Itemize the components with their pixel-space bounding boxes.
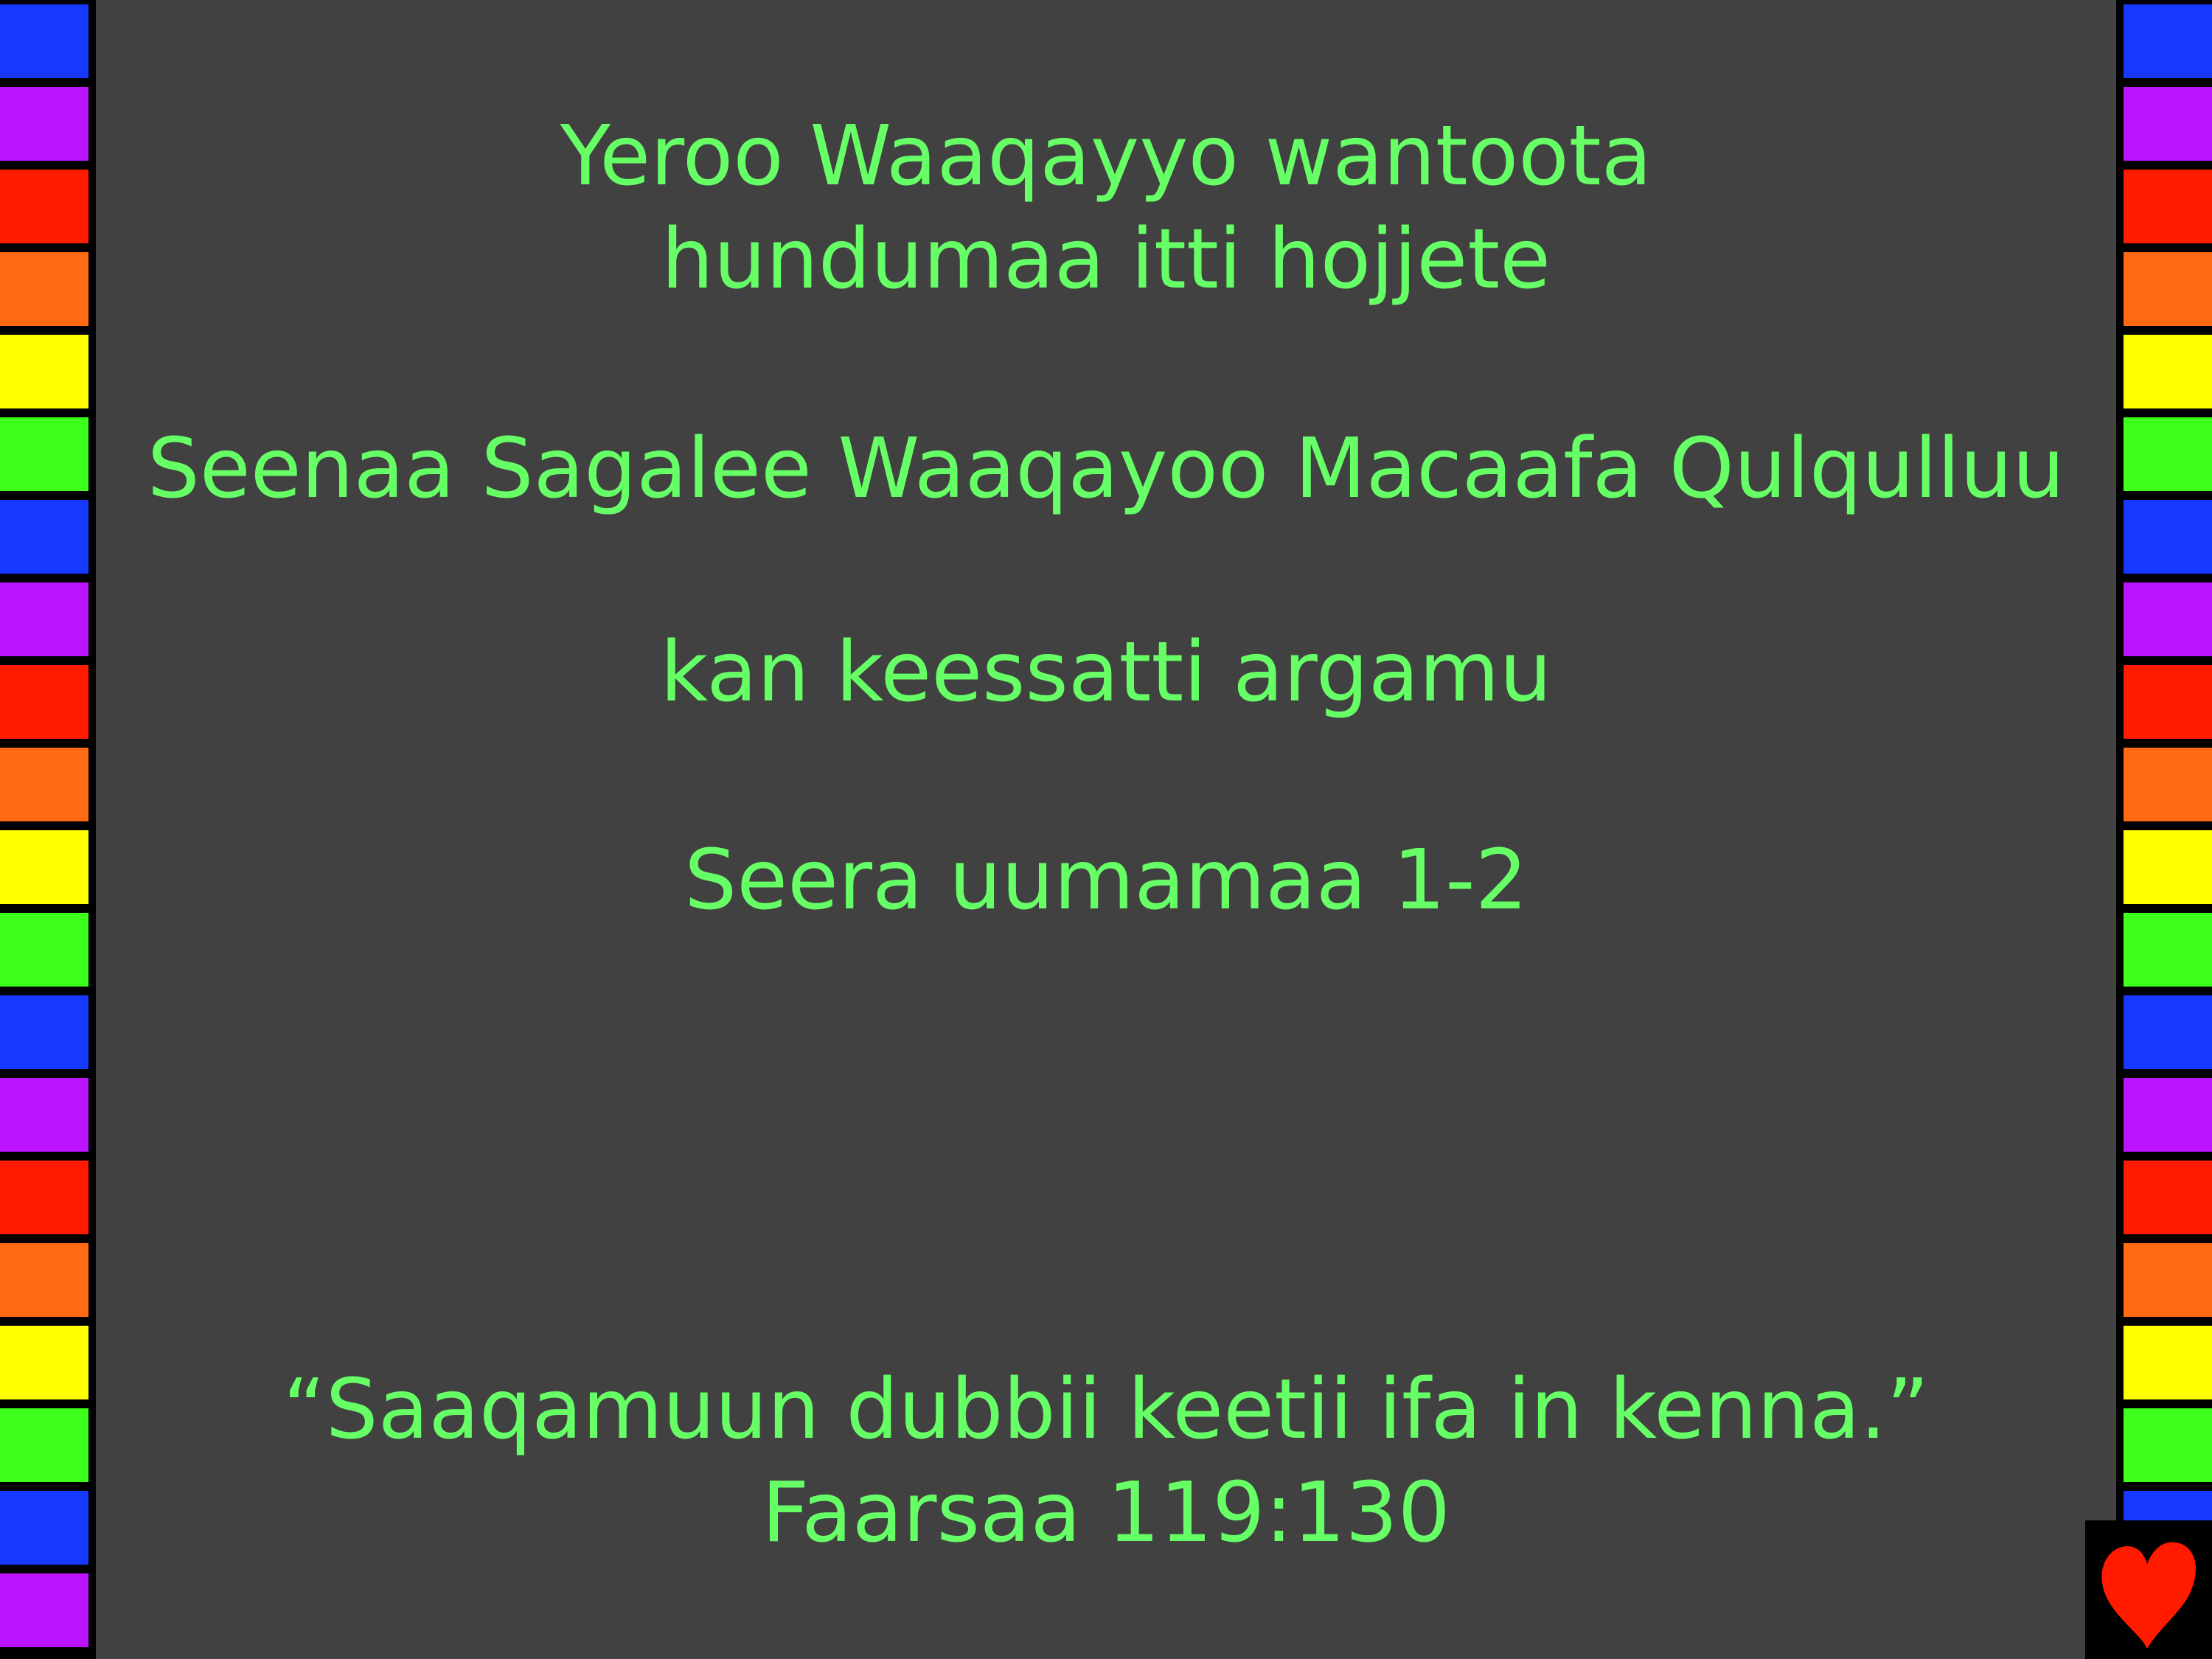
right-border-swatch: [2124, 252, 2212, 326]
left-border-swatch: [0, 87, 88, 161]
right-border-swatch: [2124, 748, 2212, 821]
left-border-swatch: [0, 1243, 88, 1317]
title-line-2: hundumaa itti hojjete: [661, 212, 1551, 307]
left-color-border: [0, 0, 88, 1659]
left-border-swatch: [0, 830, 88, 904]
left-border-swatch: [0, 665, 88, 739]
right-border-swatch: [2124, 830, 2212, 904]
left-border-swatch: [0, 4, 88, 78]
quote-reference: Faarsaa 119:130: [762, 1465, 1450, 1561]
heart-badge: [2085, 1520, 2212, 1659]
right-border-swatch: [2124, 913, 2212, 987]
left-border-swatch: [0, 913, 88, 987]
left-border-swatch: [0, 335, 88, 408]
right-border-swatch: [2124, 1161, 2212, 1234]
left-border-swatch: [0, 500, 88, 574]
right-color-border: [2124, 0, 2212, 1659]
right-border-swatch: [2124, 500, 2212, 574]
title-line-1: Yeroo Waaqayyo wantoota: [560, 108, 1652, 204]
right-border-swatch: [2124, 582, 2212, 656]
left-border-swatch: [0, 582, 88, 656]
left-border-swatch: [0, 1491, 88, 1565]
left-border-swatch: [0, 170, 88, 243]
subtitle-2: kan keessatti argamu: [660, 625, 1552, 720]
right-border-swatch: [2124, 170, 2212, 243]
left-border-swatch: [0, 417, 88, 491]
right-border-swatch: [2124, 1078, 2212, 1152]
left-border-swatch: [0, 995, 88, 1069]
left-border-swatch: [0, 1326, 88, 1399]
right-border-swatch: [2124, 417, 2212, 491]
right-border-swatch: [2124, 1408, 2212, 1482]
left-border-swatch: [0, 1161, 88, 1234]
left-border-swatch: [0, 252, 88, 326]
right-border-swatch: [2124, 665, 2212, 739]
left-border-swatch: [0, 1573, 88, 1647]
right-border-swatch: [2124, 1326, 2212, 1399]
right-border-swatch: [2124, 995, 2212, 1069]
left-border-swatch: [0, 1408, 88, 1482]
right-border-swatch: [2124, 87, 2212, 161]
right-border-swatch: [2124, 1243, 2212, 1317]
right-border-swatch: [2124, 4, 2212, 78]
heart-icon: [2096, 1528, 2199, 1653]
right-border-swatch: [2124, 335, 2212, 408]
scripture-reference: Seera uumamaa 1-2: [684, 832, 1528, 928]
left-border-swatch: [0, 1078, 88, 1152]
left-border-swatch: [0, 748, 88, 821]
quote-text: “Saaqamuun dubbii keetii ifa in kenna.”: [282, 1362, 1930, 1458]
subtitle: Seenaa Sagalee Waaqayoo Macaafa Qulqulluu: [147, 421, 2065, 517]
